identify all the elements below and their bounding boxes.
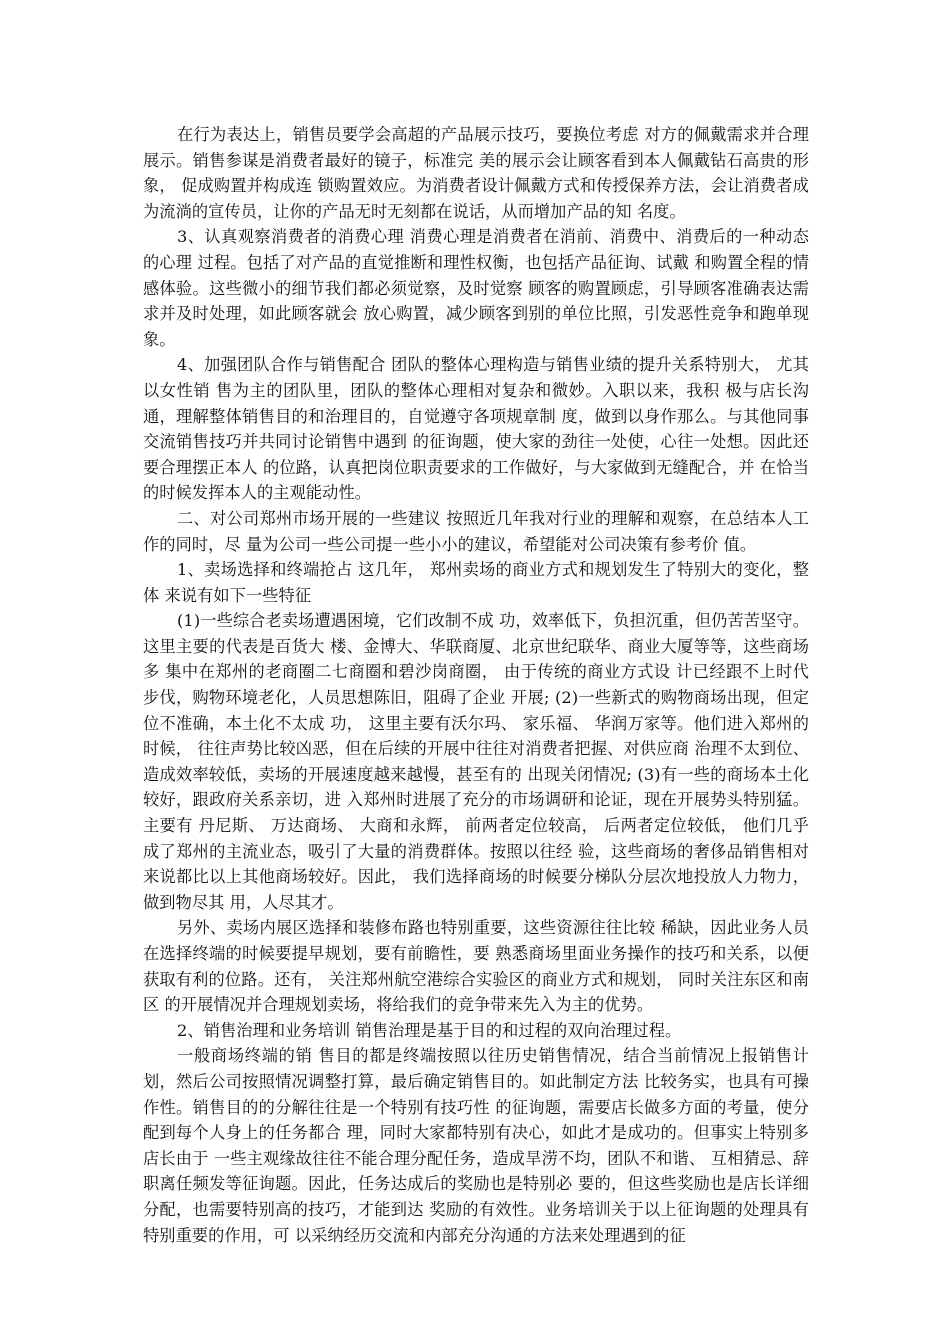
paragraph-consumer-psychology: 3、认真观察消费者的消费心理 消费心理是消费者在消前、消费中、消费后的一种动态的心理 过程。包括了对产品的直觉推断和理性权衡，也包括产品征询、试戴 和购置全程的情感体验。这些微小的细节我们都必须觉察，及时觉察 顾客的购置顾虑，引导顾客准确表达需求并及时处理，如此顾客就会 放心购置，减少顾客到别的单位比照，引发恶性竞争和跑单现象。 — [143, 227, 809, 349]
paragraph-display-area: 另外、卖场内展区选择和装修布路也特别重要，这些资源往往比较 稀缺，因此业务人员在选择终端的时候要提早规划，要有前瞻性，要 熟悉商场里面业务操作的技巧和关系，以便获取有利的位路。还有， 关注郑州航空港综合实验区的商业方式和规划， 同时关注东区和南区 的开展情况并合理规划卖场，将给我们的竞争带来先入为主的优势。 — [143, 918, 809, 1015]
document-body — [143, 122, 809, 1248]
paragraph-market-suggestions: 二、对公司郑州市场开展的一些建议 按照近几年我对行业的理解和观察，在总结本人工作的同时，尽 量为公司一些公司提一些小小的建议，希望能对公司决策有参考价 值。 — [143, 508, 809, 554]
paragraph-team-cooperation: 4、加强团队合作与销售配合 团队的整体心理构造与销售业绩的提升关系特别大， 尤其以女性销 售为主的团队里，团队的整体心理相对复杂和微妙。入职以来，我积 极与店长沟通，理解整体销售目的和治理目的，自觉遵守各项规章制 度，做到以身作那么。与其他同事交流销售技巧并共同讨论销售中遇到 的征询题，使大家的劲往一处使，心往一处想。因此还要合理摆正本人 的位路，认真把岗位职责要求的工作做好，与大家做到无缝配合，并 在恰当的时候发挥本人的主观能动性。 — [143, 355, 809, 503]
paragraph-venue-selection: 1、卖场选择和终端抢占 这几年， 郑州卖场的商业方式和规划发生了特别大的变化，整体 来说有如下一些特征 — [143, 560, 809, 605]
paragraph-sales-targets: 一般商场终端的销 售目的都是终端按照以往历史销售情况，结合当前情况上报销售计划，然后公司按照情况调整打算，最后确定销售目的。如此制定方法 比较务实，也具有可操作性。销售目的的分解往往是一个特别有技巧性 的征询题，需要店长做多方面的考量，使分配到每个人身上的任务都合 理，同时大家都特别有决心，如此才是成功的。但事实上特别多店长由于 一些主观缘故往往不能合理分配任务，造成旱涝不均，团队不和谐、 互相猜忌、辞职离任频发等征询题。因此，任务达成后的奖励也是特别必 要的，但这些奖励也是店长详细分配，也需要特别高的技巧，才能到达 奖励的有效性。业务培训关于以上征询题的处理具有特别重要的作用，可 以采纳经历交流和内部充分沟通的方法来处理遇到的征 — [143, 1046, 809, 1245]
paragraph-venue-characteristics: (1)一些综合老卖场遭遇困境，它们改制不成 功，效率低下，负担沉重，但仍苦苦坚守。这里主要的代表是百货大 楼、金博大、华联商厦、北京世纪联华、商业大厦等等，这些商场多 集中在郑州的老商圈二七商圈和碧沙岗商圈， 由于传统的商业方式设 计已经跟不上时代步伐，购物环境老化，人员思想陈旧，阻碍了企业 开展; (2)一些新式的购物商场出现，但定位不准确，本土化不太成 功， 这里主要有沃尔玛、 家乐福、 华润万家等。他们进入郑州的时候， 往往声势比较凶恶，但在后续的开展中往往对消费者把握、对供应商 治理不太到位、造成效率较低，卖场的开展速度越来越慢，甚至有的 出现关闭情况; (3)有一些的商场本土化较好，跟政府关系亲切，进 入郑州时进展了充分的市场调研和论证，现在开展势头特别猛。主要有 丹尼斯、 万达商场、 大商和永辉， 前两者定位较高， 后两者定位较低， 他们几乎成了郑州的主流业态，吸引了大量的消费群体。按照以往经 验，这些商场的奢侈品销售相对来说都比以上其他商场较好。因此， 我们选择商场的时候要分梯队分层次地投放人力物力，做到物尽其 用，人尽其才。 — [143, 611, 809, 912]
paragraph-sales-management: 2、销售治理和业务培训 销售治理是基于目的和过程的双向治理过程。 — [177, 1020, 682, 1040]
paragraph-display-skills: 在行为表达上，销售员要学会高超的产品展示技巧，要换位考虑 对方的佩戴需求并合理展示。销售参谋是消费者最好的镜子，标准完 美的展示会让顾客看到本人佩戴钻石高贵的形象， 促成购置并构成连 锁购置效应。为消费者设计佩戴方式和传授保养方法，会让消费者成 为流淌的宣传员，让你的产品无时无刻都在说话，从而增加产品的知 名度。 — [143, 125, 809, 221]
